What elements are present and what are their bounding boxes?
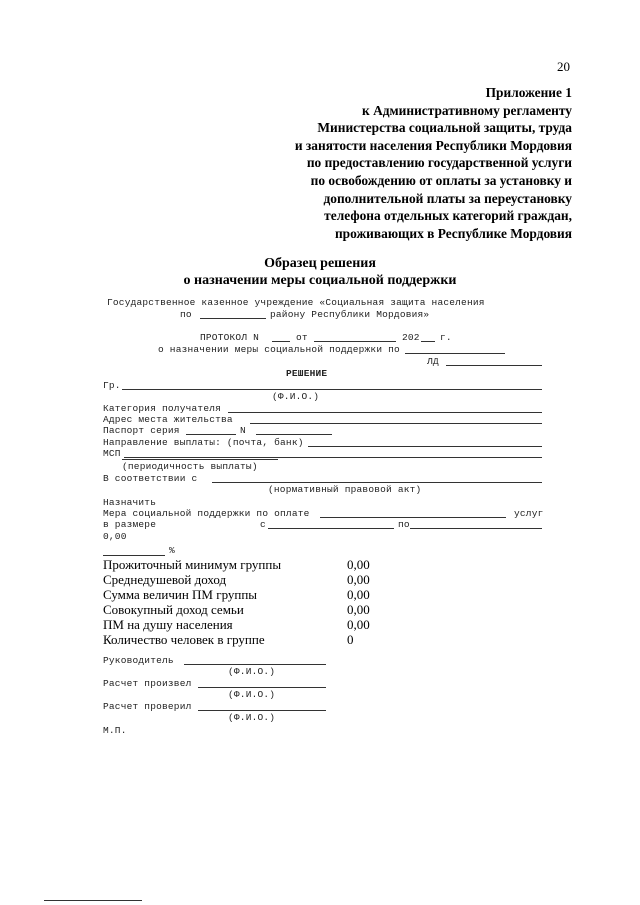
indicator-value: 0,00 (347, 572, 370, 587)
calc-checked-signature-field[interactable] (198, 710, 326, 711)
appendix-header (295, 84, 572, 242)
fio-caption: (Ф.И.О.) (228, 666, 276, 677)
calc-made-label: Расчет произвел (103, 678, 192, 689)
measure-suffix: услуг (514, 508, 544, 519)
indicator-label: ПМ на душу населения (103, 617, 233, 632)
protocol-number-field[interactable] (272, 341, 290, 342)
payment-label: Направление выплаты: (почта, банк) (103, 437, 304, 448)
fio-caption: (Ф.И.О.) (228, 689, 276, 700)
address-field[interactable] (250, 423, 542, 424)
accordance-label: В соответствии с (103, 473, 198, 484)
category-label: Категория получателя (103, 403, 222, 414)
assign-label: Назначить (103, 497, 157, 508)
protocol-date-field[interactable] (314, 341, 396, 342)
appendix-line: и занятости населения Республики Мордовия (294, 137, 572, 153)
indicator-label: Среднедушевой доход (103, 572, 227, 587)
sample-title-line: Образец решения (264, 256, 376, 271)
protocol-year: 202 (402, 332, 420, 343)
passport-n-label: N (240, 425, 246, 436)
measure-field[interactable] (320, 517, 506, 518)
indicator-value: 0 (347, 632, 354, 647)
indicator-label: Количество человек в группе (103, 632, 265, 647)
stamp-label: М.П. (103, 725, 127, 736)
institution-line: Государственное казенное учреждение «Социальная защита населения (107, 297, 485, 308)
passport-label: Паспорт серия (103, 425, 180, 436)
appendix-line: Министерства социальной защиты, труда (317, 120, 572, 136)
appendix-line: телефона отдельных категорий граждан, (324, 208, 572, 224)
category-field[interactable] (228, 412, 542, 413)
to-label: по (398, 519, 410, 530)
appendix-line: Приложение 1 (485, 85, 572, 100)
indicator-value: 0,00 (347, 587, 370, 602)
ld-label: ЛД (427, 356, 439, 367)
ld-field[interactable] (446, 365, 542, 366)
head-label: Руководитель (103, 655, 174, 666)
payment-field[interactable] (308, 446, 542, 447)
indicator-value: 0,00 (347, 617, 370, 632)
decision-heading: РЕШЕНИЕ (286, 368, 328, 379)
indicator-label: Прожиточный минимум группы (103, 557, 282, 572)
from-date-field[interactable] (268, 528, 394, 529)
address-label: Адрес места жительства (103, 414, 233, 425)
institution-suffix: району Республики Мордовия» (270, 309, 430, 320)
msp-field[interactable] (124, 457, 542, 458)
protocol-label: ПРОТОКОЛ N (200, 332, 260, 343)
appendix-line: проживающих в Республике Мордовия (334, 225, 572, 241)
passport-series-field[interactable] (186, 434, 236, 435)
footnote-separator (44, 900, 142, 901)
calc-checked-label: Расчет проверил (103, 701, 192, 712)
to-date-field[interactable] (410, 528, 542, 529)
indicator-value: 0,00 (347, 557, 370, 572)
percent-sign: % (169, 545, 175, 556)
protocol-year-field[interactable] (421, 341, 435, 342)
amount-label: в размере (103, 519, 157, 530)
appendix-line: по предоставлению государственной услуги (306, 155, 572, 171)
indicator-value: 0,00 (347, 602, 370, 617)
assign-line: о назначении меры социальной поддержки по (158, 344, 400, 355)
fio-caption: (Ф.И.О.) (228, 712, 276, 723)
appendix-line: к Административному регламенту (362, 102, 572, 118)
msp-label: МСП (103, 448, 121, 459)
sample-title (0, 255, 640, 289)
institution-prefix: по (180, 309, 192, 320)
page-number: 20 (557, 59, 570, 74)
indicator-label: Совокупный доход семьи (103, 602, 244, 617)
head-signature-field[interactable] (184, 664, 326, 665)
normative-caption: (нормативный правовой акт) (268, 484, 422, 495)
periodicity-caption: (периодичность выплаты) (122, 461, 258, 472)
sample-title-line: о назначении меры социальной поддержки (183, 273, 457, 288)
measure-line: Мера социальной поддержки по оплате (103, 508, 310, 519)
assign-field[interactable] (405, 353, 505, 354)
appendix-line: дополнительной платы за переустановку (323, 190, 572, 206)
appendix-line: по освобождению от оплаты за установку и (310, 172, 572, 188)
protocol-from-label: от (296, 332, 308, 343)
passport-number-field[interactable] (256, 434, 332, 435)
from-label: с (260, 519, 266, 530)
periodicity-field[interactable] (122, 459, 278, 460)
percent-field[interactable] (103, 555, 165, 556)
district-field[interactable] (200, 318, 266, 319)
indicator-label: Сумма величин ПМ группы (103, 587, 258, 602)
protocol-year-suffix: г. (440, 332, 452, 343)
calc-made-signature-field[interactable] (198, 687, 326, 688)
amount-value: 0,00 (103, 531, 127, 542)
fio-field[interactable] (122, 389, 542, 390)
normative-act-field[interactable] (212, 482, 542, 483)
fio-caption: (Ф.И.О.) (272, 391, 320, 402)
gr-label: Гр. (103, 380, 121, 391)
